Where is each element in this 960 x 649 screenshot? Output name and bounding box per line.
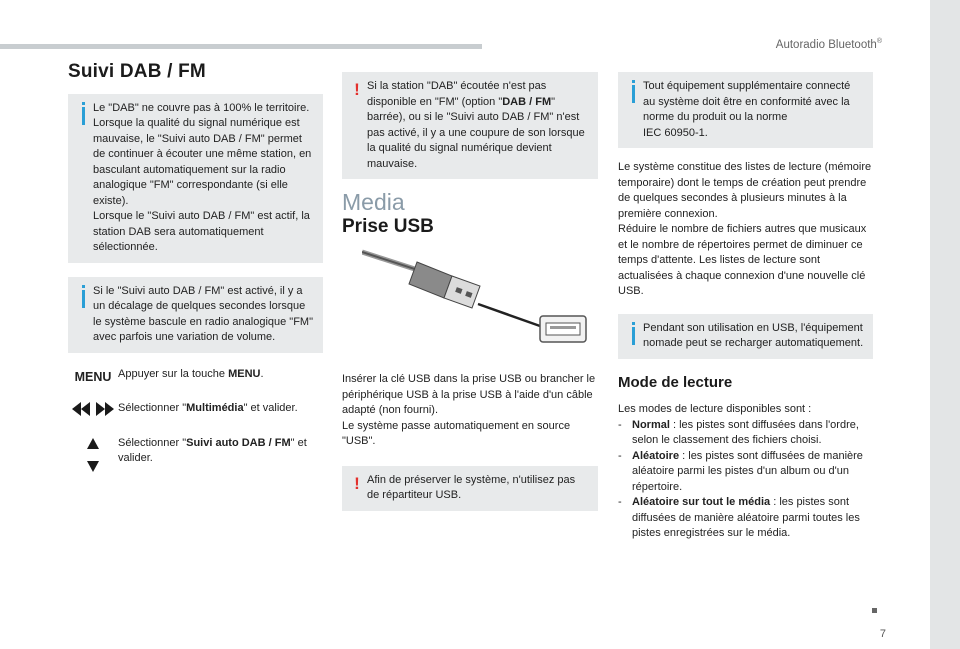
info-text: Le "DAB" ne couvre pas à 100% le territoire. Lorsque la qualité du signal numérique est mauvaise, le "Suivi auto DAB / FM" permet de continuer à écouter une même station, en basculant automatiquement sur la radio analogique "FM" correspondante (si elle existe). Lorsque le "Suivi auto DAB / FM" est actif, la station DAB sera automatiquement sélectionnée. <box>93 101 312 253</box>
list-item: - Aléatoire : les pistes sont diffusées de manière aléatoire parmi les pistes d'un album ou d'un répertoire. <box>618 449 863 493</box>
info-text: Tout équipement supplémentaire connecté au système doit être en conformité avec la norme du produit ou la norme IEC 60950-1. <box>643 80 851 139</box>
warning-icon: ! <box>354 80 360 99</box>
warning-box <box>342 72 598 179</box>
info-text: Si le "Suivi auto DAB / FM" est activé, il y a un décalage de quelques secondes lorsque le système bascule en radio analogique "FM" avec parfois une variation de volume. <box>93 284 313 343</box>
list-item: - Aléatoire sur tout le média : les pistes sont diffusées de manière aléatoire parmi toutes les pistes enregistrées sur le média. <box>618 496 860 539</box>
side-strip <box>930 0 960 649</box>
usb-title: Prise USB <box>342 215 434 237</box>
mode-title: Mode de lecture <box>618 373 733 391</box>
warning-box <box>342 466 598 511</box>
info-box <box>618 314 873 359</box>
mode-intro: Les modes de lecture disponibles sont : <box>618 403 812 415</box>
section-title-dab-fm: Suivi DAB / FM <box>68 61 206 82</box>
usb-plug-illustration <box>362 244 592 362</box>
media-title: Media <box>342 189 405 215</box>
step-suivi <box>68 436 323 479</box>
info-box <box>618 72 873 148</box>
step-multimedia <box>68 401 323 422</box>
info-box <box>68 277 323 353</box>
step-text: Sélectionner "Multimédia" et valider. <box>118 402 298 414</box>
warning-icon: ! <box>354 473 360 493</box>
step-text: Appuyer sur la touche MENU. <box>118 367 264 380</box>
step-text: Sélectionner "Suivi auto DAB / FM" et valider. <box>118 436 307 464</box>
menu-key-icon: MENU <box>74 369 112 384</box>
seek-arrows-icon <box>68 401 118 422</box>
info-text: Pendant son utilisation en USB, l'équipement nomade peut se recharger automatiquement. <box>643 321 864 349</box>
column-3 <box>618 72 873 542</box>
playlist-paragraph: Le système constitue des listes de lecture (mémoire temporaire) dont le temps de création peut prendre de quelques secondes à plusieurs minutes à la première connexion. Réduire le nombre de fichiers autres que musicaux et le nombre de répertoires permet de diminuer ce temps d'attente. Les listes de lecture sont actualisées à chaque connexion d'une nouvelle clé USB. <box>618 161 872 297</box>
warning-text: Afin de préserver le système, n'utilisez pas de répartiteur USB. <box>367 473 576 501</box>
info-box <box>68 94 323 263</box>
page-number: 7 <box>879 628 886 640</box>
warning-text: Si la station "DAB" écoutée n'est pas disponible en "FM" (option "DAB / FM" barrée), ou si le "Suivi auto DAB / FM" n'est pas activé, il y a une coupure de son lorsque la qualité du signal numérique devient mauvaise. <box>367 80 585 170</box>
end-of-section-mark <box>872 608 877 613</box>
header-rule <box>0 44 482 49</box>
running-header: Autoradio Bluetooth® <box>775 38 882 51</box>
list-item: - Normal : les pistes sont diffusées dans l'ordre, selon le classement des fichiers choisi. <box>618 418 859 446</box>
step-menu <box>68 367 323 386</box>
usb-instructions: Insérer la clé USB dans la prise USB ou brancher le périphérique USB à la prise USB à l'aide d'un câble adapté (non fourni). Le système passe automatiquement en source "USB". <box>342 373 596 447</box>
column-2 <box>342 72 598 521</box>
up-down-arrows-icon <box>68 436 118 479</box>
column-1 <box>68 61 323 478</box>
